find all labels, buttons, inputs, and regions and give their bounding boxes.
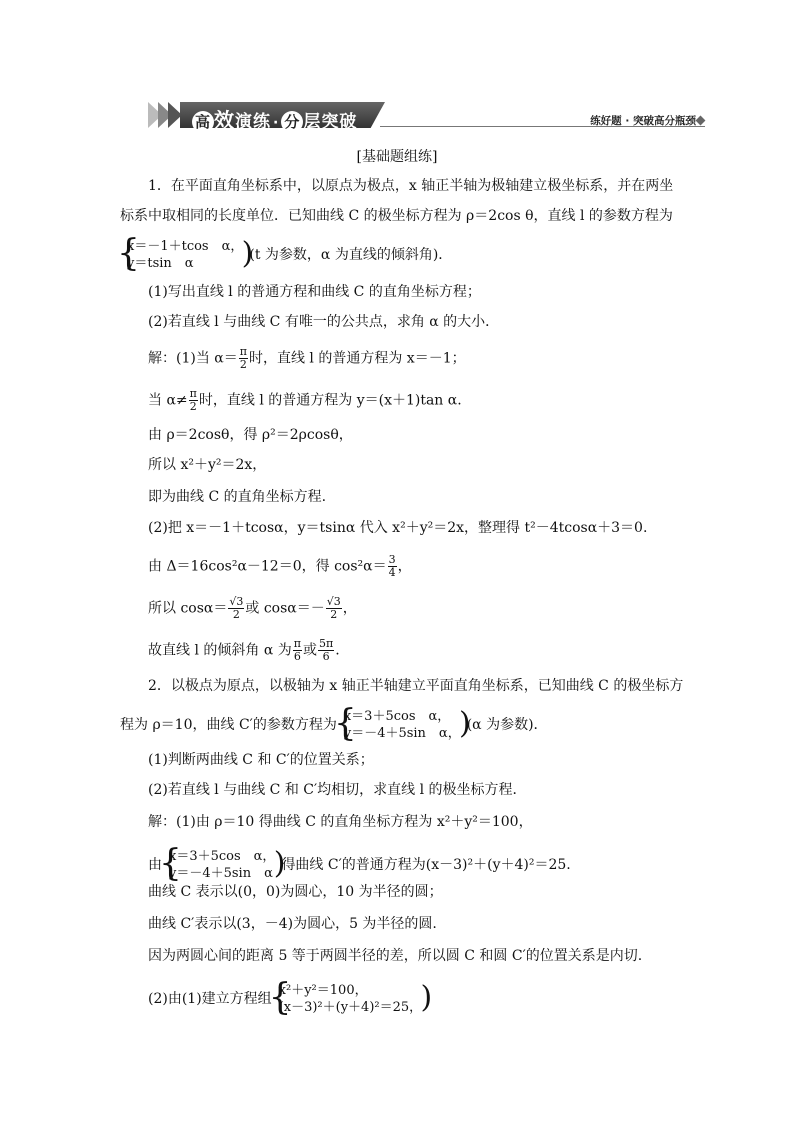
q1-line-2: 标系中取相同的长度单位．已知曲线 C 的极坐标方程为 ρ＝2cos θ，直线 l 的参数方程为 — [120, 208, 673, 224]
q2-param-system — [337, 708, 467, 742]
frac-sqrt3-over-2 — [228, 596, 244, 621]
q2-part-1: (1)判断两曲线 C 和 C′的位置关系； — [148, 752, 374, 768]
frac-3-over-4 — [388, 554, 397, 579]
frac-den: 2 — [330, 608, 338, 621]
q2-sys-eq-1: { x＝3＋5cos α， — [343, 709, 451, 724]
section-title: [基础题组练] — [356, 149, 438, 165]
frac-den: 6 — [322, 650, 330, 663]
q1-sys-eq-2: y＝tsin α — [127, 256, 194, 271]
tag-char-gao: 高 — [192, 111, 214, 133]
q1-line-1: 1．在平面直角坐标系中，以原点为极点，x 轴正半轴为极轴建立极坐标系，并在两坐 — [148, 178, 674, 194]
q1-sol-1-b: 时，直线 l 的普通方程为 x＝－1； — [248, 350, 466, 367]
q1-sol-1-a: 解：(1)当 α＝ — [148, 350, 238, 367]
frac-5pi-over-6 — [318, 638, 334, 663]
frac-den: 2 — [239, 358, 247, 371]
q2-sol-4: 曲线 C′表示以(3，－4)为圆心，5 为半径的圆. — [148, 916, 437, 932]
chevron-decoration-3 — [168, 102, 182, 128]
q1-sol-2-b: 时，直线 l 的普通方程为 y＝(x＋1)tan α. — [198, 392, 462, 409]
q2-line-2 — [120, 708, 548, 742]
frac-pi-over-6 — [293, 638, 302, 663]
q2-line-2-b: (α 为参数)． — [466, 717, 548, 733]
q1-sol-6: (2)把 x＝－1＋tcosα，y＝tsinα 代入 x²＋y²＝2x，整理得 t²－4tcosα＋3＝0. — [148, 520, 648, 536]
q1-part-1: (1)写出直线 l 的普通方程和曲线 C 的直角坐标方程； — [148, 284, 481, 300]
q2-eq-sys-1: { x²＋y²＝100， — [278, 983, 368, 998]
frac-sqrt3-over-2 — [326, 596, 342, 621]
q2-sol-5: 因为两圆心间的距离 5 等于两圆半径的差，所以圆 C 和圆 C′的位置关系是内切. — [148, 948, 643, 964]
q1-param-system — [120, 238, 249, 272]
q1-sol-9-b: 或 — [302, 642, 317, 659]
q2-sol-2-a: 由 — [148, 857, 162, 873]
frac-den: 2 — [232, 608, 240, 621]
tag-char-cengtupo: 层突破 — [303, 112, 358, 132]
q1-sol-4: 所以 x²＋y²＝2x， — [148, 457, 267, 473]
q1-sys-eq-1: { x＝－1＋tcos α， — [127, 239, 244, 254]
q2-sol-sys-eq-2: y＝－4＋5sin α — [169, 866, 273, 881]
q1-sol-5: 即为曲线 C 的直角坐标方程. — [148, 489, 327, 505]
q1-param-note: (t 为参数，α 为直线的倾斜角)． — [249, 247, 453, 263]
q2-part-2: (2)若直线 l 与曲线 C 和 C′均相切，求直线 l 的极坐标方程． — [148, 782, 527, 798]
q1-sol-8-b: 或 cosα＝－ — [245, 600, 325, 617]
q2-sol-6-a: (2)由(1)建立方程组 — [148, 991, 272, 1007]
q1-sol-9 — [148, 638, 340, 663]
q2-equation-system — [272, 982, 428, 1016]
frac-pi-over-2 — [239, 346, 248, 371]
frac-den: 4 — [388, 566, 396, 579]
q2-line-2-a: 程为 ρ＝10，曲线 C′的参数方程为 — [120, 717, 337, 733]
frac-pi-over-2 — [189, 388, 198, 413]
frac-den: 6 — [293, 650, 301, 663]
q1-sol-9-a: 故直线 l 的倾斜角 α 为 — [148, 642, 292, 659]
q1-sol-7 — [148, 554, 412, 579]
tag-dot: · — [273, 115, 280, 131]
q2-sol-system — [162, 848, 281, 882]
q2-sol-sys-eq-1: { x＝3＋5cos α， — [169, 849, 276, 864]
q1-sol-9-c: . — [335, 642, 340, 659]
q2-sol-1: 解：(1)由 ρ＝10 得曲线 C 的直角坐标方程为 x²＋y²＝100， — [148, 814, 533, 830]
q2-sol-6 — [148, 982, 428, 1016]
q1-sol-8-c: ， — [342, 600, 357, 617]
q1-sol-2-a: 当 α≠ — [148, 392, 188, 409]
header-slogan: 练好题 · 突破高分瓶颈 — [590, 115, 696, 127]
q2-line-1: 2．以极点为原点，以极轴为 x 轴正半轴建立平面直角坐标系，已知曲线 C 的极坐标方 — [148, 678, 684, 694]
frac-num: √3 — [229, 595, 244, 608]
q1-sol-1 — [148, 346, 466, 371]
q2-sol-3: 曲线 C 表示以(0，0)为圆心，10 为半径的圆； — [148, 884, 443, 900]
tag-char-xiao: 效 — [214, 108, 235, 132]
frac-num: π — [189, 387, 197, 400]
q1-part-2: (2)若直线 l 与曲线 C 有唯一的公共点，求角 α 的大小． — [148, 314, 500, 330]
q2-sol-2-b: 得曲线 C′的普通方程为(x－3)²＋(y＋4)²＝25. — [281, 857, 571, 873]
q1-sol-2 — [148, 388, 462, 413]
frac-num: 5π — [318, 637, 334, 650]
q2-sys-eq-2: y＝－4＋5sin α， — [343, 726, 461, 741]
frac-num: π — [239, 345, 247, 358]
q1-sol-7-a: 由 Δ＝16cos²α－12＝0，得 cos²α＝ — [148, 558, 387, 575]
q2-sol-2 — [148, 848, 571, 882]
tag-char-fen: 分 — [281, 111, 303, 133]
q2-eq-sys-2: (x－3)²＋(y＋4)²＝25， — [278, 1000, 423, 1015]
frac-num: √3 — [326, 595, 341, 608]
frac-num: 3 — [388, 553, 396, 566]
q1-sol-8-a: 所以 cosα＝ — [148, 600, 228, 617]
q1-sol-8 — [148, 596, 357, 621]
q1-sol-7-b: ， — [397, 558, 412, 575]
frac-num: π — [293, 637, 301, 650]
tag-char-yanlian: 演练 — [235, 112, 271, 132]
q1-param-line — [120, 238, 452, 272]
header-tag-text — [192, 104, 357, 133]
frac-den: 2 — [189, 400, 197, 413]
q1-sol-3: 由 ρ＝2cosθ，得 ρ²＝2ρcosθ， — [148, 427, 353, 443]
